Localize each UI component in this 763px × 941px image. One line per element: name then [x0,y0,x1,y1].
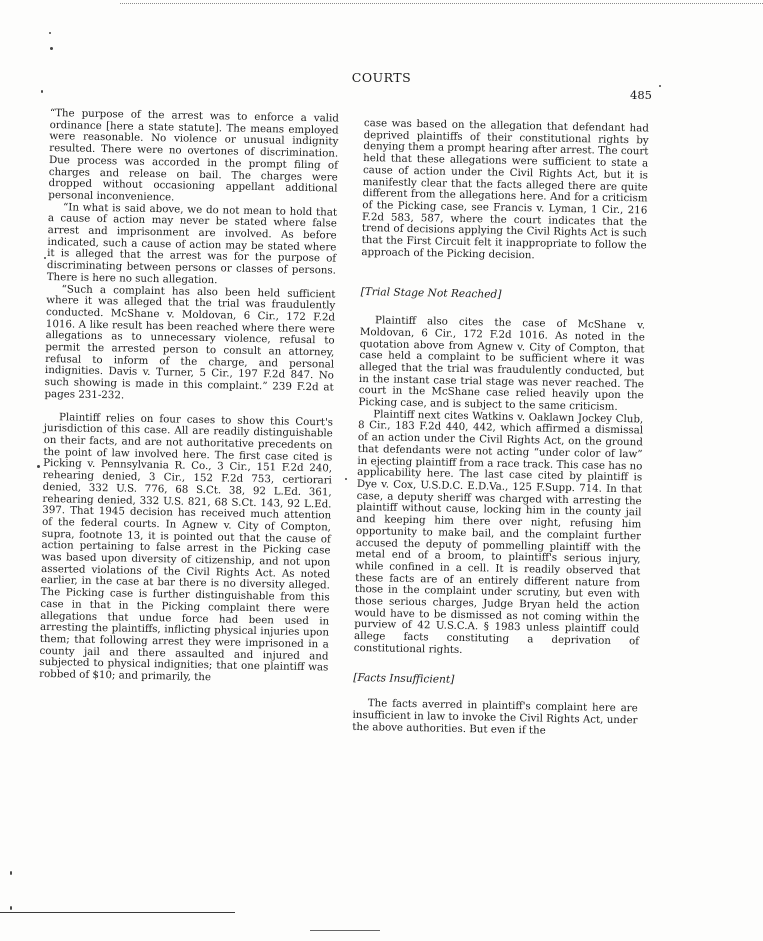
top-edge-dots [120,3,763,4]
scan-speck [345,478,347,480]
right-paragraph-2: Plaintiff next cites Watkins v. Oaklawn Jockey Club, 8 Cir., 183 F.2d 440, 442, which affirmed a dismissal of an action under the Civil Rights Act, on the ground that defendants were not acting “under color of law” in ejecting plaintiff from a race track. This case has no applicability here. The last case cited by plaintiff is Dye v. Cox, U.S.D.C. E.D.Va., 125 F.Supp. 714. In that case, a deputy sheriff was charged with arresting the plaintiff without cause, locking him in the county jail and keeping him there over night, refusing him opportunity to make bail, and the complaint further accused the deputy of pommelling plaintiff with the metal end of a broom, to plaintiff's serious injury, while confined in a cell. It is readily observed that these facts are of an entirely different nature from those in the complaint under scrutiny, but even with those serious charges, Judge Bryan held the action would have to be dismissed as not coming within the purview of 42 U.S.C.A. § 1983 unless plaintiff could allege facts constituting a deprivation of constitutional rights. [353,408,644,656]
left-paragraph-2: “In what is said above, we do not mean to hold that a cause of action may never be stated where false arrest and imprisonment are involved. As before indicated, such a cause of action may be stated where it is alleged that the arrest was for the purpose of discriminating between persons or classes of persons. There is here no such allegation. [46,200,338,287]
scan-speck [41,90,43,93]
scan-speck [10,906,12,910]
scan-speck [37,465,40,468]
right-intro-paragraph: case was based on the allegation that defendant had deprived plaintiffs of their constitutional rights by denying them a prompt hearing after arrest. The court held that these allegations were sufficient to state a cause of action under the Civil Rights Act, but it is manifestly clear that the facts alleged there are quite different from the allegations here. And for a criticism of the Picking case, see Francis v. Lyman, 1 Cir., 216 F.2d 583, 587, where the court indicates that the trend of decisions applying the Civil Rights Act is such that the First Circuit felt it inappropriate to follow the approach of the Picking decision. [361,117,649,262]
scan-speck [50,47,53,50]
left-paragraph-3: “Such a complaint has also been held sufficient where it was alleged that the trial was fraudulently conducted. McShane v. Moldovan, 6 Cir., 172 F.2d 1016. A like result has been reached where there were allegations as to unnecessary violence, refusal to permit the arrested person to consult an attorney, refusal to inform of the charge, and personal indignities. Davis v. Turner, 5 Cir., 197 F.2d 847. No such showing is made in this complaint.” 239 F.2d at pages 231-232. [44,282,336,402]
scan-speck [44,257,46,259]
right-paragraph-1: Plaintiff also cites the case of McShane v. Moldovan, 6 Cir., 172 F.2d 1016. As noted in the quotation above from Agnew v. City of Compton, that case held a complaint to be sufficient where it was alleged that the trial was fraudulently conducted, but in the instant case trial stage was never reached. The court in the McShane case relied heavily upon the Picking case, and is subject to the same criticism. [358,314,646,413]
right-paragraph-3: The facts averred in plaintiff's complaint here are insufficient in law to invoke the Civil Rights Act, under the above authorities. But even if the [352,697,638,737]
bottom-scan-line [0,912,235,913]
left-column [39,108,339,686]
section-heading-facts-insufficient: [Facts Insufficient] [353,671,455,686]
section-heading-trial-stage: [Trial Stage Not Reached] [360,286,502,302]
left-paragraph-1: “The purpose of the arrest was to enforce a valid ordinance [here a state statute]. The means employed were reasonable. No violence or unusual indignity resulted. There were no overtones of discrimination. Due process was accorded in the prompt filing of charges and release on bail. The charges were dropped without occasioning appellant additional personal inconvenience. [48,107,339,204]
scan-speck [659,85,661,87]
scan-speck [49,32,51,34]
bottom-scan-mark [310,930,380,931]
running-head: COURTS [351,70,412,85]
left-paragraph-4: Plaintiff relies on four cases to show this Court's jurisdiction of this case. All are readily distinguishable on their facts, and are not authoritative precedents on the point of law involved here. The first case cited is Picking v. Pennsylvania R. Co., 3 Cir., 151 F.2d 240, rehearing denied, 3 Cir., 152 F.2d 753, certiorari denied, 332 U.S. 776, 68 S.Ct. 38, 92 L.Ed. 361, rehearing denied, 332 U.S. 821, 68 S.Ct. 143, 92 L.Ed. 397. That 1945 decision has received much attention of the federal courts. In Agnew v. City of Compton, supra, footnote 13, it is pointed out that the cause of action pertaining to false arrest in the Picking case was based upon diversity of citizenship, and not upon asserted violations of the Civil Rights Act. As noted earlier, in the case at bar there is no diversity alleged. The Picking case is further distinguishable from this case in that in the Picking complaint there were allegations that undue force had been used in arresting the plaintiffs, inflicting physical injuries upon them; that following arrest they were imprisoned in a county jail and there assaulted and injured and subjected to physical indignities; that one plaintiff was robbed of $10; and primarily, the [39,410,334,684]
scan-speck [10,871,12,875]
page-number: 485 [630,88,652,102]
right-column [352,118,649,739]
